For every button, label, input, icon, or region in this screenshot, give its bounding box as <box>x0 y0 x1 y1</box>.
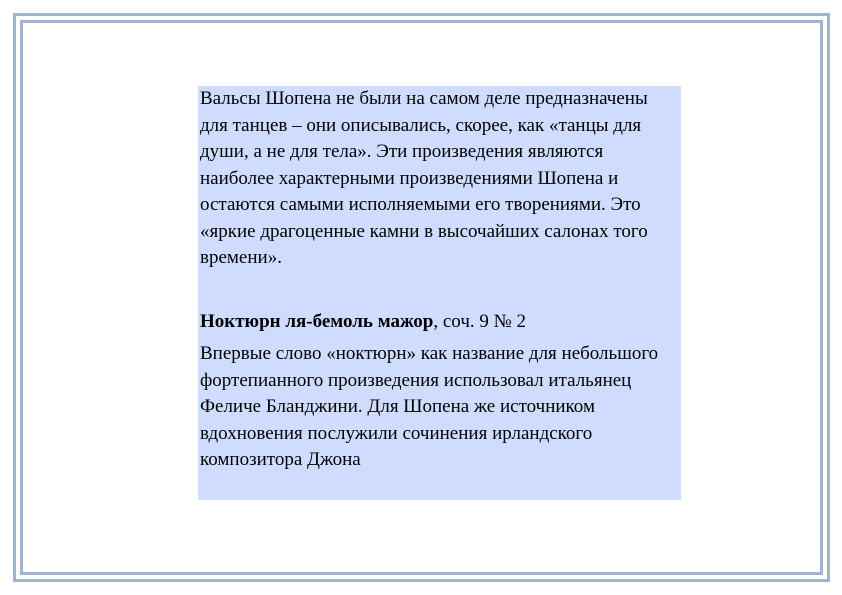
text-block <box>198 86 681 500</box>
paragraph-waltzes: Вальсы Шопена не были на самом деле предназначены для танцев – они описывались, скорее, как «танцы для души, а не для тела». Эти произведения являются наиболее характерными произведениями Шопена и остаются самыми исполняемыми его творениями. Это «яркие драгоценные камни в высочайших салонах того времени». <box>200 88 648 268</box>
nocturne-opus: , соч. 9 № 2 <box>433 310 526 332</box>
nocturne-title: Ноктюрн ля-бемоль мажор <box>200 310 434 332</box>
nocturne-heading <box>200 309 675 336</box>
paragraph-nocturne: Впервые слово «ноктюрн» как название для небольшого фортепианного произведения использовал итальянец Феличе Бланджини. Для Шопена же источником вдохновения послужили сочинения ирландского композитора Джона <box>200 343 659 470</box>
